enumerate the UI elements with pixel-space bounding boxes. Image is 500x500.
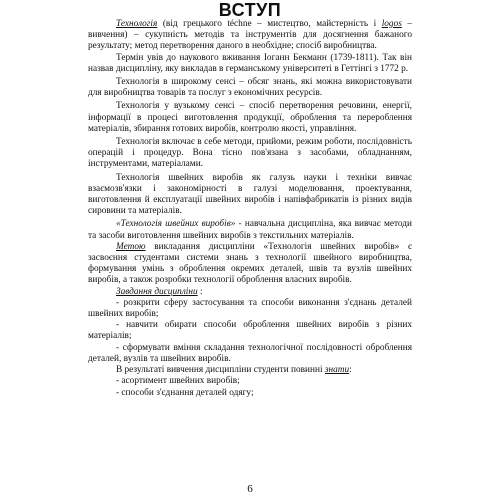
list-item-task-2: - навчити обирати способи оброблення швейних виробів з різних матеріалів; bbox=[88, 320, 412, 342]
paragraph-learning-outcomes: В результаті вивчення дисципліни студенти повинні знати: bbox=[116, 365, 352, 376]
paragraph-course-tasks-heading: Завдання дисципліни : bbox=[116, 286, 203, 297]
list-item-know-1: - асортимент швейних виробів; bbox=[116, 376, 240, 387]
course-name: «Технологія швейних виробів» bbox=[116, 219, 236, 230]
page-number: 6 bbox=[247, 483, 253, 495]
paragraph-technology-includes: Технологія включає в себе методи, прийоми, режим роботи, послідовність операцій і процедур. Вона тісно пов'язана з засобами, обладнанням, інструментами, матеріалами. bbox=[88, 137, 412, 170]
term-technology: Технологія bbox=[116, 19, 158, 29]
paragraph-technology-definition: Технологія (від грецького téchne – мистецтво, майстерність і logos – вивчення) – сукупність методів та інструментів для досягнення бажаного результату; метод перетворення даного в необхідне; спосіб виробництва. bbox=[88, 19, 412, 52]
paragraph-sewing-technology: Технологія швейних виробів як галузь науки і техніки вивчає взаємозв'язки і закономірності в галузі моделювання, проектування, виготовлення й експлуатації швейних виробів і напівфабрикатів із різних видів сировини та матеріалів. bbox=[88, 172, 412, 217]
term-know: знати bbox=[324, 365, 350, 376]
term-logos: logos bbox=[381, 19, 402, 29]
document-body bbox=[88, 19, 412, 399]
paragraph-narrow-sense: Технологія у вузькому сенсі – спосіб перетворення речовини, енергії, інформації в процесі виготовлення продукції, оброблення та перероблення матеріалів, збирання готових виробів, контролю якості, управління. bbox=[88, 101, 412, 134]
paragraph-term-origin: Термін увів до наукового вживання Іоганн Бекманн (1739-1811). Так він назвав дисципліну, яку викладав в германському університеті в Геттінгі з 1772 р. bbox=[88, 52, 412, 74]
page-title: ВСТУП bbox=[218, 0, 282, 20]
list-item-know-2: - способи з'єднання деталей одягу; bbox=[116, 387, 254, 398]
term-tasks: Завдання дисципліни bbox=[116, 286, 198, 297]
term-goal: Метою bbox=[116, 241, 146, 252]
list-item-task-3: - сформувати вміння складання технологічної послідовності оброблення деталей, вузлів та швейних виробів. bbox=[88, 342, 412, 364]
list-item-task-1: - розкрити сферу застосування та способи виконання з'єднань деталей швейних виробів; bbox=[88, 297, 412, 320]
paragraph-course-definition: «Технологія швейних виробів» - навчальна дисципліна, яка вивчає методи та засоби виготовлення швейних виробів з текстильних матеріалів. bbox=[88, 219, 412, 241]
paragraph-broad-sense: Технологія в широкому сенсі – обсяг знань, які можна використовувати для виробництва товарів та послуг з економічних ресурсів. bbox=[88, 77, 412, 99]
paragraph-course-goal: Метою викладання дисципліни «Технологія швейних виробів» є засвоєння студентами системи знань з технології швейного виробництва, формування умінь з оброблення окремих деталей, швів та вузлів швейних виробів, а також розробки технології оброблення власних виробів. bbox=[88, 241, 412, 286]
